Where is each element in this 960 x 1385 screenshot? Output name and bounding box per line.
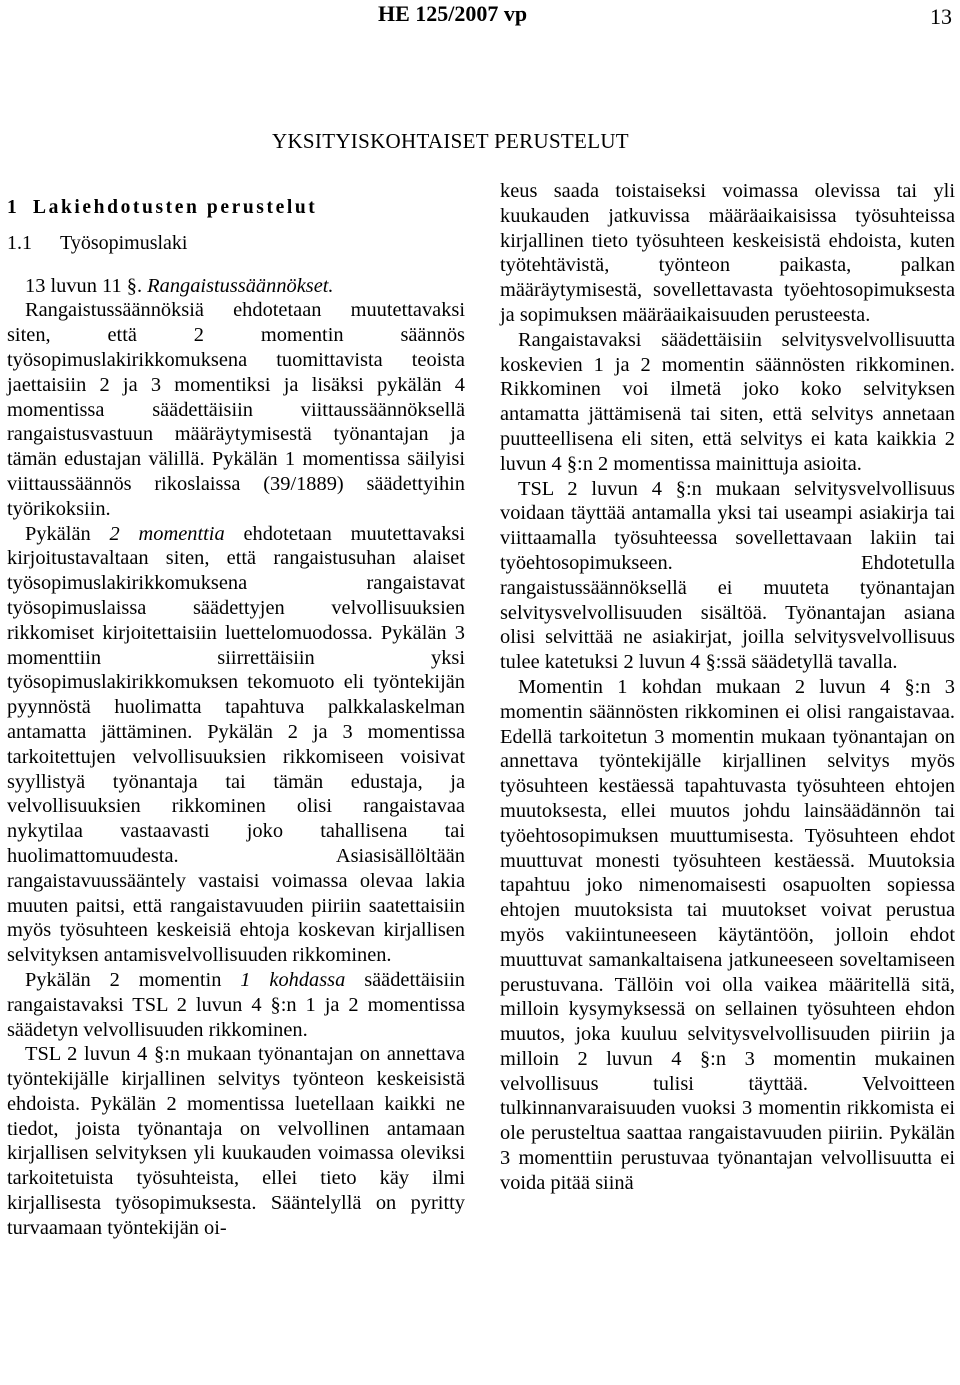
- paragraph-number: 13 luvun 11 §.: [25, 274, 143, 297]
- right-column: [500, 179, 955, 1196]
- body-paragraph: Rangaistussäännöksiä ehdotetaan muutettavaksi siten, että 2 momentin säännös työsopimuslakirikkomuksena tuomittavista teoista jaettaisiin 2 ja 3 momentiksi ja lisäksi pykälän 4 momentissa säädettäisiin viittaussäännöksellä rangaistusvastuun määräytymisestä työnantajan ja tämän edustajan välillä. Pykälän 1 momentissa säilyisi viittaussäännös rikoslaissa (39/1889) säädettyihin työrikoksiin.: [7, 299, 465, 520]
- section-heading: [7, 196, 465, 221]
- subsection-heading: [7, 231, 465, 256]
- body-paragraph: Pykälän 2 momentin 1 kohdassa säädettäisiin rangaistavaksi TSL 2 luvun 4 §:n 1 ja 2 momentissa säädetyn velvollisuuden rikkominen.: [7, 968, 465, 1041]
- body-paragraph: TSL 2 luvun 4 §:n mukaan selvitysvelvollisuus voidaan täyttää antamalla yksi tai useampi asiakirja tai viittaamalla työsuhteessa sovellettavaan lakiin tai työehtosopimukseen. Ehdotetulla rangaistussäännöksellä ei muuteta työnantajan selvitysvelvollisuuden sisältöä. Työnantajan asiana olisi selvittää ne asiakirjat, joilla selvitysvelvollisuus tulee katetuksi 2 luvun 4 §:ssä säädetyllä tavalla.: [500, 477, 955, 674]
- body-paragraph: TSL 2 luvun 4 §:n mukaan työnantajan on annettava työntekijälle kirjallinen selvitys työnteon keskeisistä ehdoista. Pykälän 2 momentissa luetellaan kaikki ne tiedot, joista työnantaja on velvollinen antamaan kirjallisen selvityksen yli kuukauden voimassa oleviksi tarkoitetuista työsuhteista, ellei tieto käy ilmi kirjallisesta työsopimuksesta. Sääntelyllä on pyritty turvaamaan työntekijän oi-: [7, 1043, 465, 1239]
- section-title: Lakiehdotusten perustelut: [33, 197, 318, 218]
- page-number: 13: [930, 4, 952, 29]
- paragraph-title: Rangaistussäännökset.: [147, 274, 334, 297]
- subsection-number: 1.1: [7, 231, 32, 254]
- section-number: 1: [7, 197, 17, 218]
- body-paragraph: Pykälän 2 momenttia ehdotetaan muutettavaksi kirjoitustavaltaan siten, että rangaistusuhan alaiset työsopimuslakirikkomuksena rangaistavat työsopimuslaissa säädettyjen velvollisuuksien rikkomiset kirjoitettaisiin luettelomuodossa. Pykälän 3 momenttiin siirrettäisiin yksi työsopimuslakirikkomuksen tekomuoto eli työntekijän pyynnöstä huolimatta tapahtuva palkkalaskelman antamatta jättäminen. Pykälän 2 ja 3 momentissa tarkoitettujen velvollisuuksien rikkomiseen voisivat syyllistyä työnantaja tai tämän edustaja, ja velvollisuuksien rikkominen olisi rangaistavaa nykytilaa vastaavasti joko tahallisena tai huolimattomuudesta. Asiasisällöltään rangaistavuussääntely vastaisi voimassa olevaa lakia muuten paitsi, että rangaistavuuden piiriin saatettaisiin myös työsuhteen keskeisiä ehtoja koskevan kirjallisen selvityksen antamisvelvollisuuden rikkominen.: [7, 522, 465, 967]
- body-paragraph: keus saada toistaiseksi voimassa olevissa tai yli kuukauden jatkuvissa määräaikaisissa työsuhteissa kirjallinen tieto työsuhteen keskeisistä ehdoista, kuten työtehtävistä, työnteon paikasta, palkan määräytymisestä, sovellettavasta työehtosopimuksesta ja sopimuksen määräaikaisuuden perusteesta.: [500, 180, 955, 326]
- body-paragraph: Rangaistavaksi säädettäisiin selvitysvelvollisuutta koskevien 1 ja 2 momentin säännösten rikkominen. Rikkominen voi ilmetä joko koko selvityksen antamatta jättämisenä tai siten, että selvitys annetaan puutteellisena eli siten, että selvitys ei kata kaikkia 2 luvun 4 §:n 2 momentissa mainittuja asioita.: [500, 328, 955, 475]
- document-id: HE 125/2007 vp: [378, 1, 528, 26]
- body-paragraph: Momentin 1 kohdan mukaan 2 luvun 4 §:n 3 momentin säännösten rikkominen ei olisi rangaistavaa. Edellä tarkoitetun 3 momentin mukaan työnantajan on annettava työntekijälle kirjallinen selvitys myös työsuhteen kestäessä tapahtuvasta työsuhteen ehtojen muutoksesta, ellei muutos johdu lainsäädännön tai työehtosopimuksen muuttumisesta. Työsuhteen ehdot muuttuvat monesti työsuhteen kestäessä. Muutoksia tapahtuu joko nimenomaisesti osapuolten sopiessa ehtojen muutoksista tai muutokset voivat perustua myös vakiintuneeseen käytäntöön, jolloin ehdot muuttuvat samankaltaisena jatkuneeseen soveltamiseen perustuvana. Tällöin voi olla vaikea määritellä sitä, milloin kysymyksessä on sellainen työsuhteen ehdon muutos, joka kuuluu selvitysvelvollisuuden piiriin ja milloin 2 luvun 4 §:n 3 momentin mukainen velvollisuus tulisi täyttää. Velvoitteen tulkinnanvaraisuuden vuoksi 3 momentin rikkomista ei ole perusteltua saattaa rangaistavuuden piiriin. Pykälän 3 momenttiin perustuvaa työnantajan velvollisuutta ei voida pitää siinä: [500, 675, 955, 1194]
- subsection-title: Työsopimuslaki: [60, 231, 188, 254]
- left-column: [7, 180, 465, 1241]
- paragraph-heading: [7, 274, 465, 299]
- page-header: [0, 0, 960, 30]
- main-title-text: YKSITYISKOHTAISET PERUSTELUT: [272, 129, 629, 153]
